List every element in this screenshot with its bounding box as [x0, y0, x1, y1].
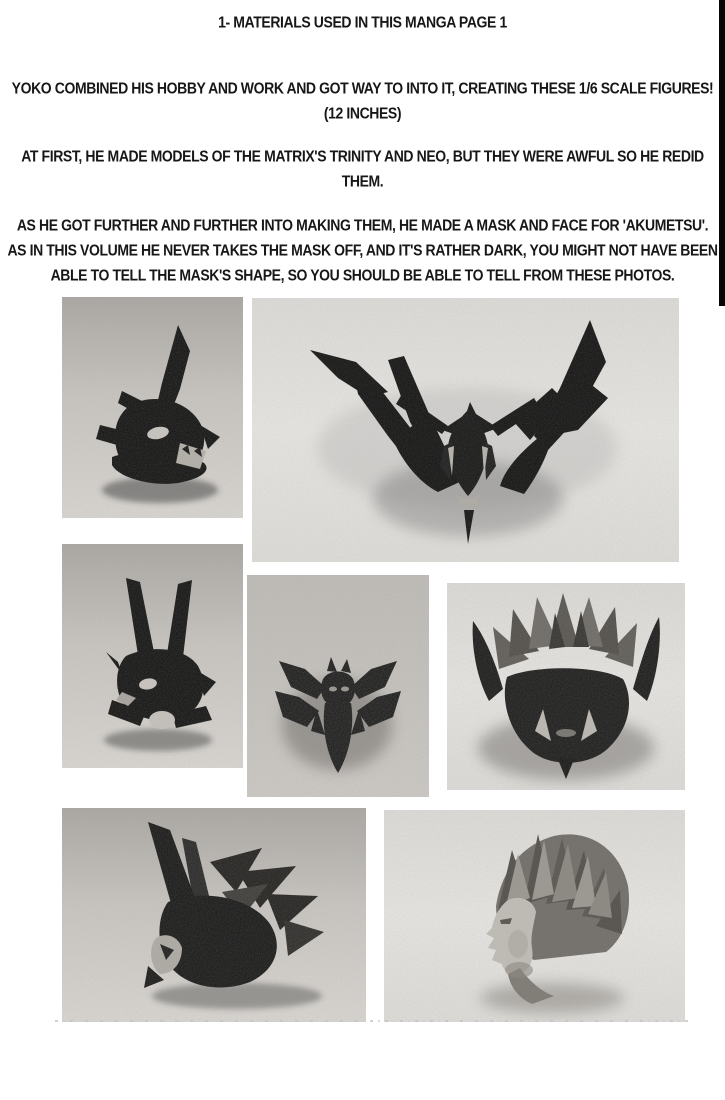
photo-mask-bat-front-view — [247, 575, 429, 797]
photo-mask-twin-blade-ears-view — [62, 544, 243, 768]
paragraph-3-line-2: AS IN THIS VOLUME HE NEVER TAKES THE MASK OFF, AND IT'S RATHER DARK, YOU MIGHT NOT HAVE BEEN — [7, 240, 718, 259]
scan-artifact-line — [55, 1020, 690, 1022]
photo-mask-front-winged-view — [252, 298, 679, 562]
photo-head-unmasked-profile-view — [384, 810, 685, 1022]
photo-grain — [62, 297, 243, 518]
paragraph-1-line-2: (12 INCHES) — [323, 103, 402, 122]
photo-head-masked-profile-view — [62, 808, 366, 1022]
paragraph-3-line-3: ABLE TO TELL THE MASK'S SHAPE, SO YOU SHOULD BE ABLE TO TELL FROM THESE PHOTOS. — [50, 265, 675, 284]
photo-mask-three-quarter-view — [62, 297, 243, 518]
paragraph-1-line-1: YOKO COMBINED HIS HOBBY AND WORK AND GOT WAY TO INTO IT, CREATING THESE 1/6 SCALE FIGURES! — [11, 78, 714, 97]
photo-grain — [247, 575, 429, 797]
paragraph-1 — [0, 76, 725, 126]
paragraph-2-line-2: THEM. — [341, 171, 384, 190]
scan-edge-bar — [719, 0, 725, 306]
photo-grain — [62, 808, 366, 1022]
photo-grain — [447, 583, 685, 790]
photo-grain — [384, 810, 685, 1022]
page-title — [0, 10, 725, 35]
photo-head-spiky-hair-front-view — [447, 583, 685, 790]
photo-grain — [252, 298, 679, 562]
paragraph-2 — [0, 144, 725, 194]
page-title-text: 1- MATERIALS USED IN THIS MANGA PAGE 1 — [218, 12, 507, 31]
photo-grain — [62, 544, 243, 768]
paragraph-2-line-1: AT FIRST, HE MADE MODELS OF THE MATRIX'S TRINITY AND NEO, BUT THEY WERE AWFUL SO HE REDID — [21, 146, 704, 165]
paragraph-3-line-1: AS HE GOT FURTHER AND FURTHER INTO MAKING THEM, HE MADE A MASK AND FACE FOR 'AKUMETSU'. — [16, 215, 709, 234]
paragraph-3 — [0, 213, 725, 288]
